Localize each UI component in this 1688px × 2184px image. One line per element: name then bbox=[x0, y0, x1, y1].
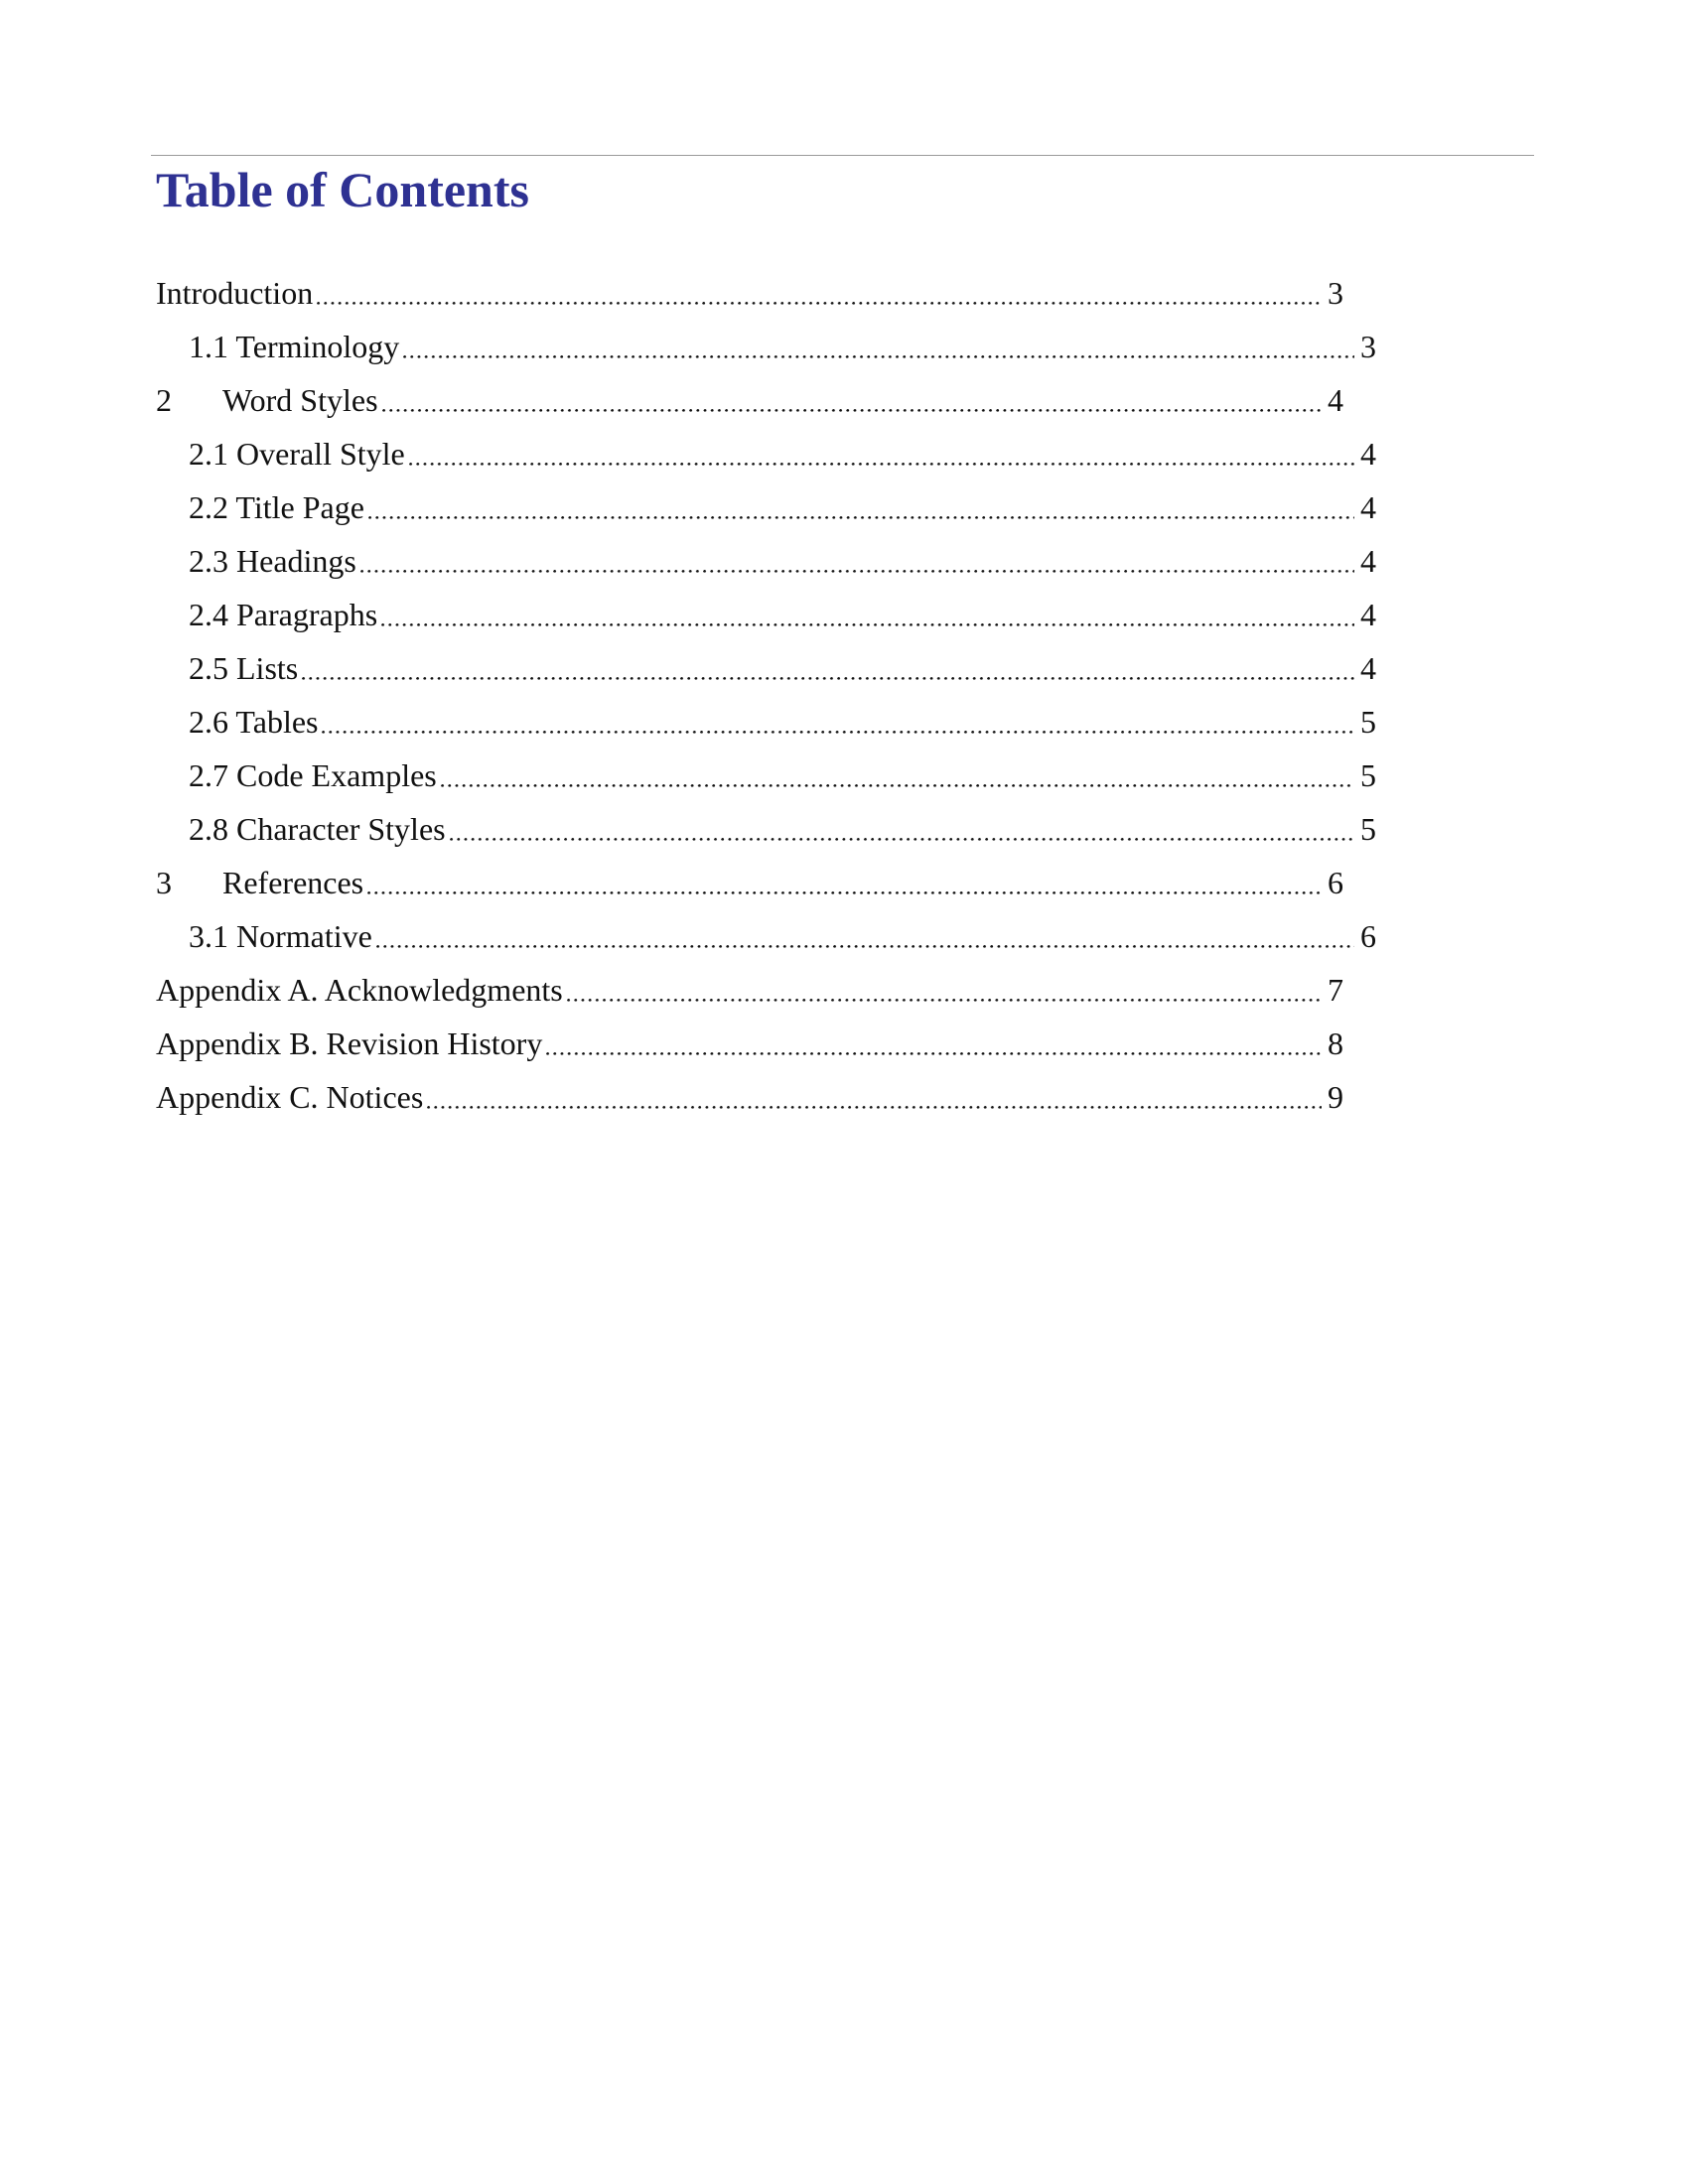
toc-entry-page: 5 bbox=[1360, 811, 1376, 847]
toc-entry-page: 4 bbox=[1360, 650, 1376, 686]
toc-entry-text: 2.1 Overall Style bbox=[189, 436, 405, 472]
toc-entry-text: Appendix A. Acknowledgments bbox=[156, 972, 563, 1008]
toc-leader bbox=[409, 431, 1354, 477]
toc-entry-page: 5 bbox=[1360, 704, 1376, 740]
toc-entry[interactable] bbox=[156, 1021, 1343, 1066]
toc-leader bbox=[376, 913, 1354, 959]
toc-entry-text: Word Styles bbox=[222, 382, 378, 418]
toc-leader bbox=[382, 377, 1322, 423]
toc-leader bbox=[567, 967, 1322, 1013]
toc-entry[interactable] bbox=[189, 699, 1376, 745]
toc-leader bbox=[381, 592, 1354, 637]
toc-entry-text: 2.4 Paragraphs bbox=[189, 597, 378, 632]
toc-entry[interactable] bbox=[156, 377, 1343, 423]
toc-leader bbox=[546, 1021, 1322, 1066]
toc-entry-text: 1.1 Terminology bbox=[189, 329, 400, 364]
toc-entry-text: Introduction bbox=[156, 275, 314, 311]
toc-entry-text: 3.1 Normative bbox=[189, 918, 372, 954]
toc-entry-page: 7 bbox=[1328, 972, 1343, 1008]
toc-leader bbox=[450, 806, 1354, 852]
toc-leader bbox=[427, 1074, 1322, 1120]
toc-entry-page: 3 bbox=[1328, 275, 1343, 311]
toc-entry[interactable] bbox=[189, 484, 1376, 530]
toc-entry[interactable] bbox=[189, 913, 1376, 959]
toc-entry-page: 4 bbox=[1360, 543, 1376, 579]
toc-leader bbox=[360, 538, 1354, 584]
toc-entry-text: 2.3 Headings bbox=[189, 543, 356, 579]
toc-entry[interactable] bbox=[189, 324, 1376, 369]
toc-entry[interactable] bbox=[156, 967, 1343, 1013]
toc-entry-number: 2 bbox=[156, 382, 172, 418]
toc-leader bbox=[441, 752, 1354, 798]
toc-leader bbox=[302, 645, 1354, 691]
toc-entry-number: 3 bbox=[156, 865, 172, 900]
toc-entry-page: 5 bbox=[1360, 757, 1376, 793]
toc-entry[interactable] bbox=[189, 752, 1376, 798]
toc-entry-page: 4 bbox=[1360, 436, 1376, 472]
toc-leader bbox=[317, 270, 1322, 316]
toc-entry-page: 6 bbox=[1328, 865, 1343, 900]
toc-entry-text: 2.8 Character Styles bbox=[189, 811, 446, 847]
toc-leader bbox=[322, 699, 1354, 745]
toc-entry-page: 4 bbox=[1328, 382, 1343, 418]
toc-entry-text: 2.2 Title Page bbox=[189, 489, 364, 525]
toc-entry-page: 6 bbox=[1360, 918, 1376, 954]
toc-entry-text: Appendix C. Notices bbox=[156, 1079, 424, 1115]
toc-leader bbox=[368, 484, 1354, 530]
toc-entry-page: 9 bbox=[1328, 1079, 1343, 1115]
toc-entry-text: References bbox=[222, 865, 364, 900]
page-title: Table of Contents bbox=[156, 162, 529, 217]
toc-entry-page: 4 bbox=[1360, 489, 1376, 525]
toc-entry[interactable] bbox=[189, 645, 1376, 691]
toc-entry-page: 4 bbox=[1360, 597, 1376, 632]
toc-entry-text: 2.7 Code Examples bbox=[189, 757, 437, 793]
toc-entry[interactable] bbox=[189, 431, 1376, 477]
toc-entry-text: 2.5 Lists bbox=[189, 650, 299, 686]
toc-entry-page: 3 bbox=[1360, 329, 1376, 364]
toc-entry[interactable] bbox=[189, 806, 1376, 852]
toc-leader bbox=[403, 324, 1354, 369]
toc-entry-text: 2.6 Tables bbox=[189, 704, 319, 740]
toc-entry-page: 8 bbox=[1328, 1025, 1343, 1061]
toc-entry[interactable] bbox=[189, 592, 1376, 637]
toc-entry-text: Appendix B. Revision History bbox=[156, 1025, 543, 1061]
toc-leader bbox=[367, 860, 1322, 905]
toc-entry[interactable] bbox=[189, 538, 1376, 584]
header-rule bbox=[151, 155, 1534, 156]
toc-entry[interactable] bbox=[156, 1074, 1343, 1120]
toc-entry[interactable] bbox=[156, 270, 1343, 316]
toc-entry[interactable] bbox=[156, 860, 1343, 905]
